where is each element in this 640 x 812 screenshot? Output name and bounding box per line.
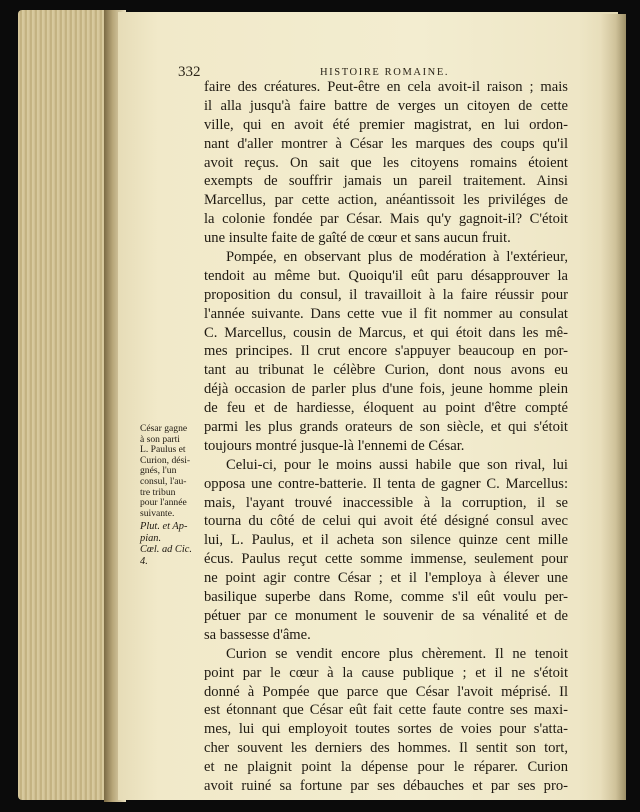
text-line: C. Marcellus, cousin de Marcus, et qui étoit dans les mê- [204,324,568,341]
margin-note-line: gnés, l'un [140,465,177,477]
text-line: Pompée, en observant plus de modération à l'extérieur, [226,249,568,266]
text-line: tant au tribunat le célèbre Curion, dont nous avons eu [204,362,568,379]
margin-note-line: L. Paulus et [140,444,186,456]
book-page-edges [18,10,114,800]
margin-citation-line: pian. [140,532,162,544]
text-line: est étonnant que César eût fait cette faute contre ses maxi- [204,702,568,719]
text-line: tourna du côté de celui qui avoit été désigné consul avec [204,513,568,530]
margin-note-line: consul, l'au- [140,475,187,487]
text-line: la colonie fondée par César. Mais qu'y gagnoit-il? C'étoit [204,211,568,228]
paragraph [204,78,568,248]
text-line: ne point agir contre César ; et il l'employa à élever une [204,570,568,587]
text-line: toujours montré jusque-là l'ennemi de César. [204,437,465,454]
paragraph [204,456,568,645]
text-line: avoit reçus. On sait que les citoyens romains étoient [204,154,568,171]
text-line: nant d'aller montrer à César les marques des coups qu'il [204,135,568,152]
text-line: donné à Pompée que parce que César l'avoit méprisé. Il [204,683,568,700]
margin-note-line: à son parti [140,433,180,445]
text-line: pétuer par ce monument le souvenir de sa vénalité et de [204,607,568,624]
margin-citation-line: Plut. et Ap- [140,521,188,533]
text-line: faire des créatures. Peut-être en cela avoit-il raison ; mais [204,79,568,95]
text-line: opposa une contre-batterie. Il tenta de gagner C. Marcellus: [204,475,568,492]
margin-citation [140,521,206,567]
margin-note-line: suivante. [140,507,175,519]
margin-note [140,424,206,567]
body-text [204,78,568,796]
margin-note-line: Curion, dési- [140,454,191,466]
text-line: il alla jusqu'à faire battre de verges un citoyen de cette [204,97,568,114]
text-line: l'année suivante. Dans cette vue il fit nommer au consulat [204,305,568,322]
margin-citation-line: 4. [140,555,148,567]
text-line: proposition du consul, il travailloit à la faire réussir pour [204,286,568,303]
text-line: cher souvent les derniers des hommes. Il sentit son tort, [204,740,568,757]
text-line: exempts de souffrir jamais un pareil traitement. Ainsi [204,173,568,190]
text-line: mais, l'ayant trouvé inaccessible à la corruption, il se [204,494,568,511]
margin-note-line: pour l'année [140,497,187,509]
text-line: parmi les plus grands orateurs de son siècle, et qui s'étoit [204,419,568,436]
text-line: tendoit au même but. Quoiqu'il eût paru désapprouver la [204,267,568,284]
text-line: Celui-ci, pour le moins aussi habile que son rival, lui [226,456,568,473]
paragraph [204,248,568,456]
text-line: avoit ruiné sa fortune par ses débauches et par ses pro- [204,777,568,794]
running-title: HISTOIRE ROMAINE. [320,67,450,78]
margin-note-line: César gagne [140,423,188,434]
text-line: basilique superbe dans Rome, comme s'il eût voulu per- [204,589,568,606]
text-line: ville, qui en avoit été premier magistrat, en lui ordon- [204,116,568,133]
text-line: écus. Paulus reçut cette somme immense, seulement pour [204,551,568,568]
text-line: sa bassesse d'âme. [204,626,311,643]
text-line: mes, lui qui employoit toutes sortes de voies pour s'atta- [204,721,568,738]
text-line: déjà occasion de parler plus d'une fois, jeune homme plein [204,381,568,398]
text-line: Marcellus, par cette action, anéantissoit les priviléges de [204,192,568,209]
text-line: point par le cœur à la cause publique ; et il ne s'étoit [204,664,568,681]
page-number: 332 [178,64,201,80]
paragraph [204,645,568,796]
text-line: Curion se vendit encore plus chèrement. Il ne tenoit [226,645,568,662]
text-line: de feu et de hardiesse, éloquent au point d'être compté [204,400,568,417]
text-line: une insulte faite de gaîté de cœur et sans aucun fruit. [204,230,511,247]
margin-note-line: tre tribun [140,486,176,498]
text-line: mes principes. Il crut encore s'appuyer beaucoup en por- [204,343,568,360]
text-line: lui, L. Paulus, et il acheta son silence quinze cent mille [204,532,568,549]
text-line: et ne plaignit point la dépense pour le réparer. Curion [204,759,568,776]
margin-citation-line: Cœl. ad Cic. [140,544,192,556]
page-right-edge [600,14,626,800]
